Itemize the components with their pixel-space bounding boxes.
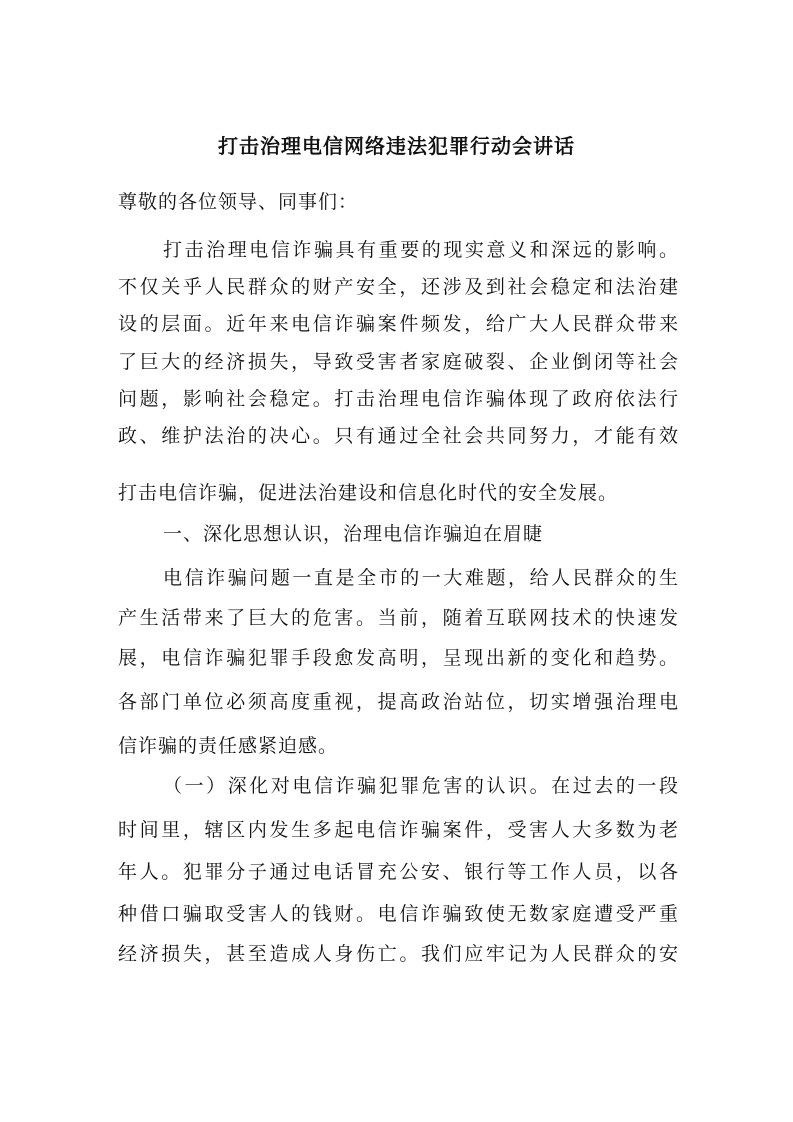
- paragraph-line: 产生活带来了巨大的危害。当前，随着互联网技术的快速发: [118, 607, 678, 629]
- paragraph-line: 打击治理电信诈骗具有重要的现实意义和深远的影响。: [163, 239, 678, 261]
- paragraph-line: 了巨大的经济损失，导致受害者家庭破裂、企业倒闭等社会: [118, 351, 678, 373]
- paragraph-line: 不仅关乎人民群众的财产安全，还涉及到社会稳定和法治建: [118, 276, 678, 298]
- paragraph-line: 展，电信诈骗犯罪手段愈发高明，呈现出新的变化和趋势。: [118, 647, 678, 669]
- section-heading: 一、深化思想认识，治理电信诈骗迫在眉睫: [163, 523, 544, 545]
- paragraph-line: 设的层面。近年来电信诈骗案件频发，给广大人民群众带来: [118, 313, 678, 335]
- paragraph-line: 各部门单位必须高度重视，提高政治站位，切实增强治理电: [118, 691, 678, 713]
- paragraph-line: 问题，影响社会稳定。打击治理电信诈骗体现了政府依法行: [118, 388, 678, 410]
- greeting: 尊敬的各位领导、同事们：: [118, 191, 359, 213]
- paragraph-line: 信诈骗的责任感紧迫感。: [118, 735, 339, 757]
- paragraph-line: 年人。犯罪分子通过电话冒充公安、银行等工作人员，以各: [118, 861, 678, 883]
- paragraph-line: 种借口骗取受害人的钱财。电信诈骗致使无数家庭遭受严重: [118, 903, 678, 925]
- paragraph-line: 电信诈骗问题一直是全市的一大难题，给人民群众的生: [163, 567, 678, 589]
- paragraph-line: 时间里，辖区内发生多起电信诈骗案件，受害人大多数为老: [118, 819, 678, 841]
- paragraph-line: 经济损失，甚至造成人身伤亡。我们应牢记为人民群众的安: [118, 943, 678, 965]
- paragraph-line: 政、维护法治的决心。只有通过全社会共同努力，才能有效: [118, 425, 678, 447]
- document-title: 打击治理电信网络违法犯罪行动会讲话: [218, 134, 575, 158]
- paragraph-line: 打击电信诈骗，促进法治建设和信息化时代的安全发展。: [118, 482, 619, 504]
- subsection-line: （一）深化对电信诈骗犯罪危害的认识。在过去的一段: [163, 775, 678, 797]
